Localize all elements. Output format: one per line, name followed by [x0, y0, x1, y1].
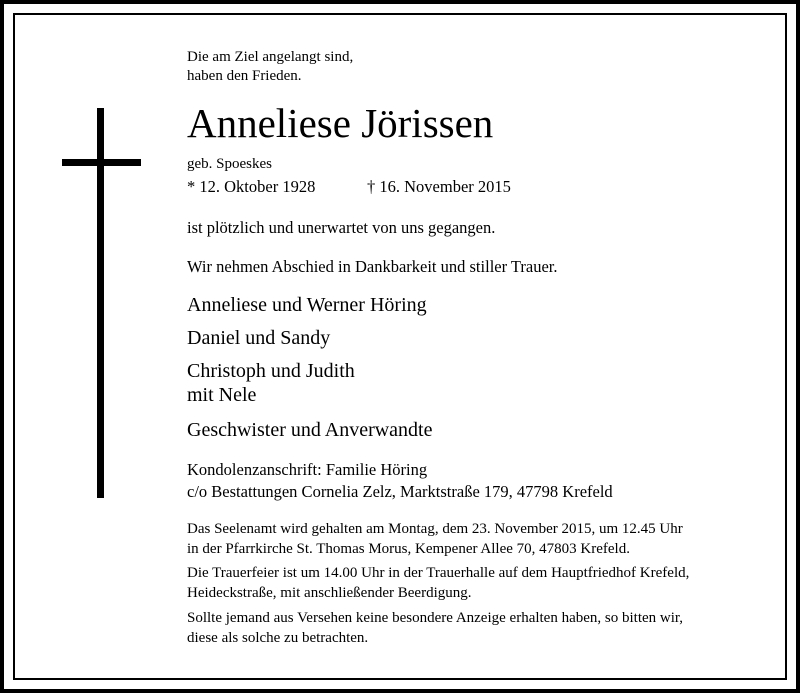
- cross-icon-bar: [62, 159, 141, 166]
- mourner: Geschwister und Anverwandte: [187, 419, 433, 441]
- farewell: Wir nehmen Abschied in Dankbarkeit und stiller Trauer.: [187, 257, 558, 276]
- mourner: mit Nele: [187, 384, 257, 406]
- death-date: † 16. November 2015: [367, 177, 511, 196]
- motto-line: haben den Frieden.: [187, 68, 302, 84]
- note-line: Das Seelenamt wird gehalten am Montag, dem 23. November 2015, um 12.45 Uhr: [187, 521, 683, 537]
- mourner: Anneliese und Werner Höring: [187, 294, 427, 316]
- maiden-name: geb. Spoeskes: [187, 156, 272, 172]
- note-line: Sollte jemand aus Versehen keine besondere Anzeige erhalten haben, so bitten wir,: [187, 610, 684, 626]
- note-line: diese als solche zu betrachten.: [187, 630, 369, 646]
- deceased-name: Anneliese Jörissen: [187, 100, 494, 146]
- birth-date: * 12. Oktober 1928: [187, 177, 316, 196]
- note-line: Heideckstraße, mit anschließender Beerdigung.: [187, 585, 472, 601]
- cross-icon: [97, 108, 104, 498]
- mourner: Christoph und Judith: [187, 360, 355, 382]
- motto-line: Die am Ziel angelangt sind,: [187, 49, 354, 65]
- condolence-address: Kondolenzanschrift: Familie Höring: [187, 460, 428, 479]
- condolence-address: c/o Bestattungen Cornelia Zelz, Marktstraße 179, 47798 Krefeld: [187, 482, 613, 501]
- note-line: Die Trauerfeier ist um 14.00 Uhr in der Trauerhalle auf dem Hauptfriedhof Krefeld,: [187, 565, 690, 581]
- statement: ist plötzlich und unerwartet von uns gegangen.: [187, 218, 496, 237]
- note-line: in der Pfarrkirche St. Thomas Morus, Kempener Allee 70, 47803 Krefeld.: [187, 541, 630, 557]
- mourner: Daniel und Sandy: [187, 327, 331, 349]
